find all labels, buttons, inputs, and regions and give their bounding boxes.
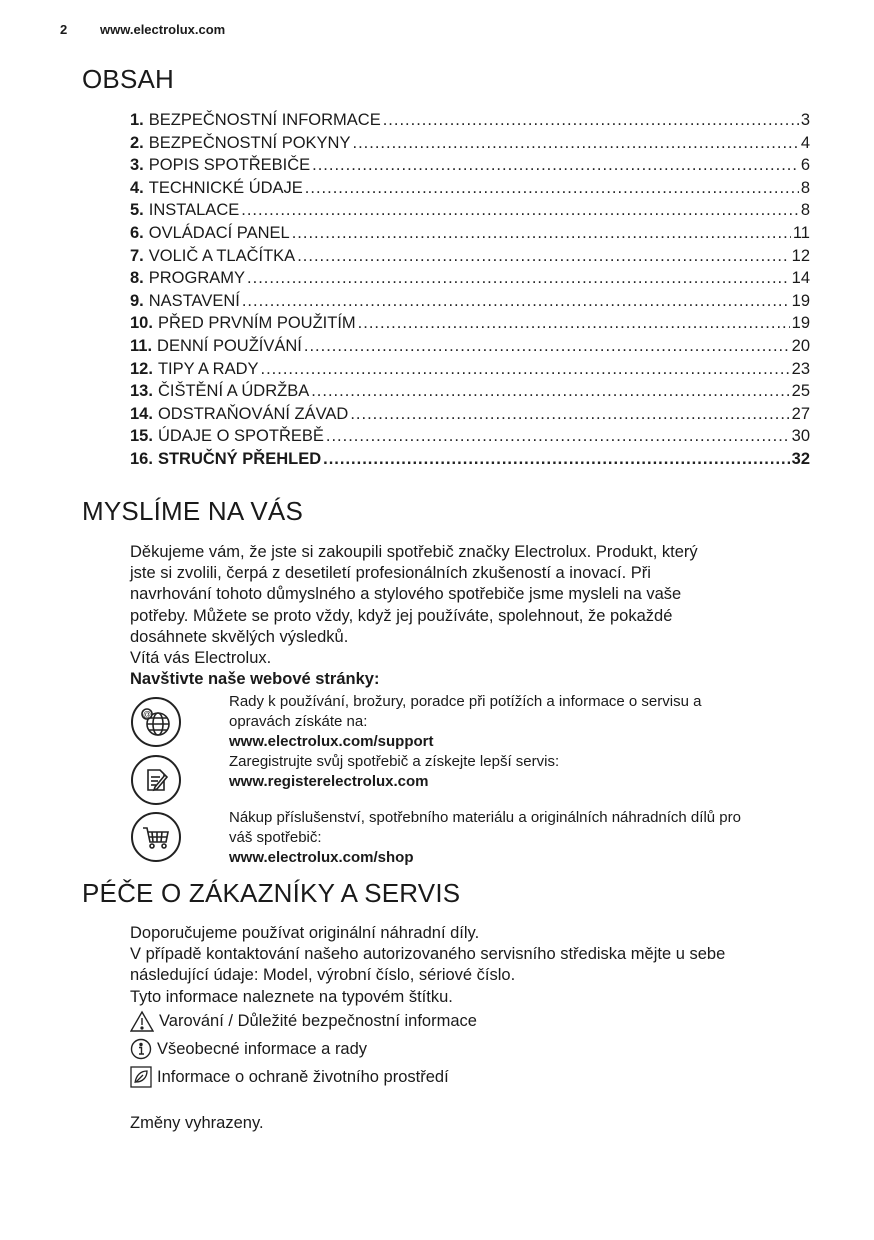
intro-line: Vítá vás Electrolux. [130, 649, 272, 668]
toc-item-page: 11 [792, 223, 810, 242]
toc-leader-dots [292, 224, 791, 243]
web-globe-icon [131, 697, 181, 747]
register-link[interactable]: www.registerelectrolux.com [229, 773, 429, 790]
toc-item-title: INSTALACE [148, 201, 240, 220]
toc-item-number: 13. [130, 382, 153, 401]
toc-item-number: 7. [130, 246, 144, 265]
toc-item[interactable] [130, 292, 810, 315]
toc-item-number: 9. [130, 291, 144, 310]
toc-leader-dots [383, 111, 799, 130]
toc-item-title: OVLÁDACÍ PANEL [148, 223, 290, 242]
toc-item[interactable] [130, 405, 810, 428]
toc-item-title: ODSTRAŇOVÁNÍ ZÁVAD [157, 404, 349, 423]
toc-item-page: 3 [800, 111, 810, 129]
toc-item[interactable] [130, 427, 810, 450]
service-text: opravách získáte na: [229, 713, 368, 730]
toc-item-page: 4 [800, 133, 810, 152]
page-number: 2 [60, 22, 68, 37]
service-text: Nákup příslušenství, spotřebního materiálu a originálních náhradních dílů pro [229, 809, 741, 826]
toc-item-page: 27 [791, 404, 810, 423]
toc-item-title: BEZPEČNOSTNÍ INFORMACE [148, 111, 381, 129]
toc-item-number: 3. [130, 156, 144, 175]
toc-item-page: 20 [791, 336, 810, 355]
toc-item-title: PŘED PRVNÍM POUŽITÍM [157, 314, 356, 333]
toc-item[interactable] [130, 337, 810, 360]
toc-item-page: 25 [791, 382, 810, 401]
symbol-label: Všeobecné informace a rady [157, 1039, 368, 1058]
intro-line: navrhování tohoto důmyslného a stylového spotřebiče jsme mysleli na vaše [130, 585, 682, 604]
toc-item-title: ČIŠTĚNÍ A ÚDRŽBA [157, 382, 310, 401]
toc-item[interactable] [130, 360, 810, 383]
toc-leader-dots [297, 247, 789, 266]
toc-item-title: POPIS SPOTŘEBIČE [148, 156, 311, 175]
toc-item-page: 14 [791, 269, 810, 288]
service-text: váš spotřebič: [229, 829, 322, 846]
toc-item[interactable] [130, 314, 810, 337]
toc-item-title: TECHNICKÉ ÚDAJE [148, 178, 303, 197]
toc-item-page: 23 [791, 359, 810, 378]
toc-leader-dots [305, 179, 799, 198]
register-document-icon [131, 755, 181, 805]
intro-line: dosáhnete skvělých výsledků. [130, 627, 349, 646]
toc-heading: OBSAH [82, 64, 175, 94]
toc-item-page: 32 [791, 449, 810, 468]
care-line: následující údaje: Model, výrobní číslo, sériové číslo. [130, 966, 516, 985]
service-support [229, 692, 819, 752]
toc-item-title: PROGRAMY [148, 269, 246, 288]
changes-note: Změny vyhrazeny. [130, 1114, 264, 1132]
toc-item-page: 8 [800, 201, 810, 220]
shop-link[interactable]: www.electrolux.com/shop [229, 849, 414, 866]
toc-item-number: 16. [130, 449, 153, 468]
intro-paragraph [130, 542, 820, 690]
toc-item[interactable] [130, 201, 810, 224]
toc-leader-dots [312, 156, 799, 175]
toc-item[interactable] [130, 224, 810, 247]
visit-label: Navštivte naše webové stránky: [130, 670, 380, 689]
toc-item[interactable] [130, 247, 810, 270]
toc-leader-dots [241, 201, 799, 220]
care-line: V případě kontaktování našeho autorizovaného servisního střediska mějte u sebe [130, 945, 726, 964]
leaf-environment-icon [130, 1066, 152, 1088]
symbol-environment [130, 1066, 449, 1088]
toc-leader-dots [350, 405, 789, 424]
toc-item-number: 14. [130, 404, 153, 423]
toc-item-number: 5. [130, 201, 144, 220]
care-line: Tyto informace naleznete na typovém štítku. [130, 987, 453, 1006]
toc-item-number: 11. [130, 336, 153, 355]
toc-item-title: BEZPEČNOSTNÍ POKYNY [148, 133, 351, 152]
care-paragraph [130, 923, 830, 1008]
toc-item-number: 1. [130, 111, 144, 129]
toc-item-number: 15. [130, 427, 153, 446]
toc-leader-dots [358, 314, 790, 333]
symbol-warning [130, 1010, 477, 1032]
toc-item-page: 8 [800, 178, 810, 197]
toc-item[interactable] [130, 382, 810, 405]
service-register [229, 752, 819, 792]
toc-item-page: 6 [800, 156, 810, 175]
toc-leader-dots [311, 382, 789, 401]
toc-item-title: DENNÍ POUŽÍVÁNÍ [157, 336, 302, 355]
toc-item[interactable] [130, 450, 810, 473]
toc-item-number: 2. [130, 133, 144, 152]
toc-item-page: 12 [791, 246, 810, 265]
toc-item-title: ÚDAJE O SPOTŘEBĚ [157, 427, 324, 446]
symbol-label: Varování / Důležité bezpečnostní informace [159, 1011, 477, 1030]
service-text: Rady k používání, brožury, poradce při potížích a informace o servisu a [229, 693, 702, 710]
toc-leader-dots [323, 450, 790, 469]
toc-leader-dots [352, 134, 798, 153]
toc-leader-dots [242, 292, 790, 311]
toc-item-page: 30 [791, 427, 810, 446]
toc-item[interactable] [130, 179, 810, 202]
info-circle-icon [130, 1038, 152, 1060]
symbol-info [130, 1038, 367, 1060]
toc-leader-dots [261, 360, 790, 379]
toc-item[interactable] [130, 269, 810, 292]
toc-leader-dots [304, 337, 790, 356]
service-shop [229, 808, 819, 868]
toc-item-title: TIPY A RADY [157, 359, 259, 378]
toc-item-number: 12. [130, 359, 153, 378]
toc-item-page: 19 [791, 314, 810, 333]
toc-item-number: 4. [130, 178, 144, 197]
toc-item-title: STRUČNÝ PŘEHLED [157, 449, 322, 468]
toc-item-number: 6. [130, 223, 144, 242]
thinking-heading: MYSLÍME NA VÁS [82, 496, 303, 526]
care-line: Doporučujeme používat originální náhradní díly. [130, 924, 480, 942]
toc-item[interactable] [130, 111, 810, 134]
table-of-contents [130, 111, 810, 473]
header-website[interactable]: www.electrolux.com [100, 22, 226, 37]
svg-text:@: @ [142, 710, 152, 719]
toc-item-title: NASTAVENÍ [148, 291, 240, 310]
warning-triangle-icon [130, 1010, 154, 1032]
toc-item-page: 19 [791, 291, 810, 310]
toc-item-number: 10. [130, 314, 153, 333]
toc-item[interactable] [130, 156, 810, 179]
intro-line: jste si zvolili, čerpá z desetiletí profesionálních zkušeností a inovací. Při [130, 564, 651, 583]
toc-item-title: VOLIČ A TLAČÍTKA [148, 246, 296, 265]
toc-leader-dots [247, 269, 790, 288]
toc-leader-dots [326, 427, 790, 446]
symbol-label: Informace o ochraně životního prostředí [157, 1067, 449, 1086]
intro-line: potřeby. Můžete se proto vždy, když jej používáte, spolehnout, že pokaždé [130, 606, 673, 625]
service-text: Zaregistrujte svůj spotřebič a získejte lepší servis: [229, 753, 560, 770]
support-link[interactable]: www.electrolux.com/support [229, 733, 434, 750]
shopping-cart-icon [131, 812, 181, 862]
intro-line: Děkujeme vám, že jste si zakoupili spotřebič značky Electrolux. Produkt, který [130, 543, 698, 561]
toc-item[interactable] [130, 134, 810, 157]
toc-item-number: 8. [130, 269, 144, 288]
care-heading: PÉČE O ZÁKAZNÍKY A SERVIS [82, 878, 461, 908]
